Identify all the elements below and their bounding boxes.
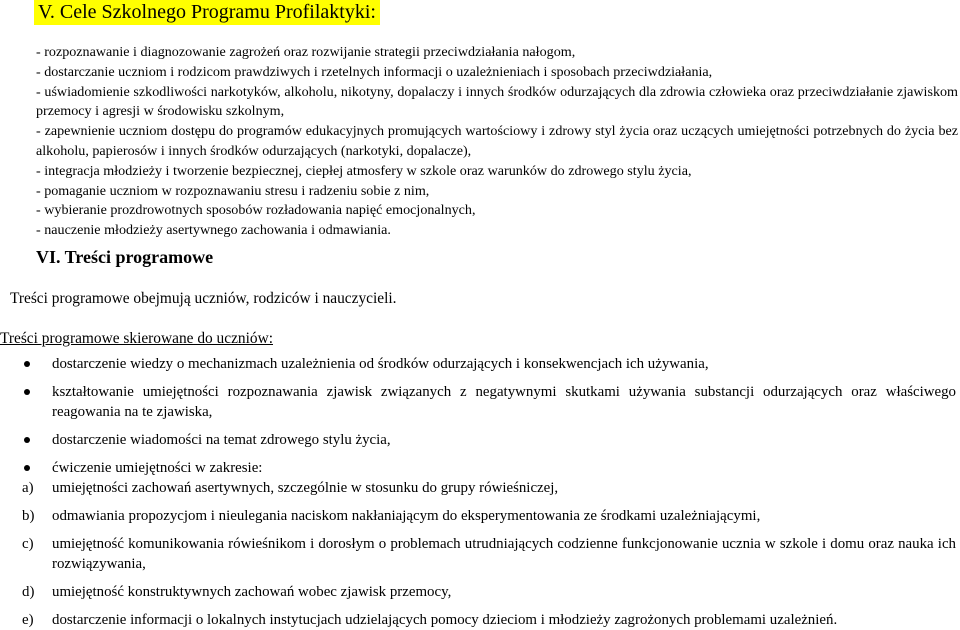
bullet-item: [0, 354, 960, 374]
lettered-text: odmawiania propozycjom i nieulegania naciskom nakłaniającym do eksperymentowania ze środkami uzależniającymi,: [52, 508, 761, 524]
bullet-item: [0, 430, 960, 450]
bullet-text: dostarczenie wiadomości na temat zdrowego stylu życia,: [52, 432, 391, 448]
goal-item: - zapewnienie uczniom dostępu do programów edukacyjnych promujących wartościowy i zdrowy styl życia oraz uczących umiejętności potrzebnych do życia bez alkoholu, papierosów i innych środków odurzających (narkotyki, dopalacze),: [36, 123, 958, 159]
goals-list: [36, 43, 958, 241]
bullet-item: [0, 382, 960, 422]
goal-item: - rozpoznawanie i diagnozowanie zagrożeń oraz rozwijanie strategii przeciwdziałania nałogom,: [36, 44, 576, 60]
bullet-text: dostarczenie wiedzy o mechanizmach uzależnienia od środków odurzających i konsekwencjach ich używania,: [52, 356, 709, 372]
bullet-dot-icon: [24, 389, 30, 395]
goal-item: - wybieranie prozdrowotnych sposobów rozładowania napięć emocjonalnych,: [36, 202, 476, 219]
goal-item: - pomaganie uczniom w rozpoznawaniu stresu i radzeniu sobie z nim,: [36, 182, 430, 199]
lettered-item: [0, 610, 960, 630]
bullet-text: kształtowanie umiejętności rozpoznawania zjawisk związanych z negatywnymi skutkami używania substancji odurzających oraz właściwego reagowania na te zjawiska,: [52, 384, 956, 420]
lettered-item: [0, 534, 960, 574]
goal-item: - dostarczanie uczniom i rodzicom prawdziwych i rzetelnych informacji o uzależnieniach i sposobach przeciwdziałania,: [36, 63, 713, 80]
bullet-dot-icon: [24, 361, 30, 367]
goal-item: - integracja młodzieży i tworzenie bezpiecznej, ciepłej atmosfery w szkole oraz warunków do zdrowego stylu życia,: [36, 162, 692, 179]
students-subheading: Treści programowe skierowane do uczniów:: [0, 330, 273, 347]
bullet-text: ćwiczenie umiejętności w zakresie:: [52, 460, 263, 476]
goal-item: - nauczenie młodzieży asertywnego zachowania i odmawiania.: [36, 222, 391, 239]
bullet-dot-icon: [24, 465, 30, 471]
bullet-dot-icon: [24, 437, 30, 443]
intro-text: Treści programowe obejmują uczniów, rodziców i nauczycieli.: [10, 290, 397, 307]
lettered-text: umiejętność konstruktywnych zachowań wobec zjawisk przemocy,: [52, 584, 452, 600]
lettered-text: umiejętności zachowań asertywnych, szczególnie w stosunku do grupy rówieśniczej,: [52, 480, 559, 496]
lettered-text: dostarczenie informacji o lokalnych instytucjach udzielających pomocy dzieciom i młodzieży zagrożonych problemami uzależnień.: [52, 612, 838, 628]
goal-item: - uświadomienie szkodliwości narkotyków, alkoholu, nikotyny, dopalaczy i innych środków odurzających dla zdrowia człowieka oraz przeciwdziałanie zjawiskom przemocy i agresji w środowisku szkolnym,: [36, 83, 958, 120]
lettered-item: [0, 478, 960, 498]
section-vi-heading: VI. Treści programowe: [36, 247, 214, 267]
item-marker: e): [22, 612, 34, 628]
lettered-item: [0, 506, 960, 526]
item-marker: d): [22, 584, 35, 600]
lettered-item: [0, 582, 960, 602]
item-marker: b): [22, 508, 35, 524]
item-marker: a): [22, 480, 34, 496]
section-v-heading: V. Cele Szkolnego Programu Profilaktyki:: [34, 0, 380, 25]
bullet-item: [0, 458, 960, 478]
item-marker: c): [22, 536, 34, 552]
students-content-list: [0, 346, 960, 630]
lettered-text: umiejętność komunikowania rówieśnikom i dorosłym o problemach utrudniających codzienne funkcjonowanie ucznia w szkole i domu oraz nauka ich rozwiązywania,: [52, 536, 956, 572]
